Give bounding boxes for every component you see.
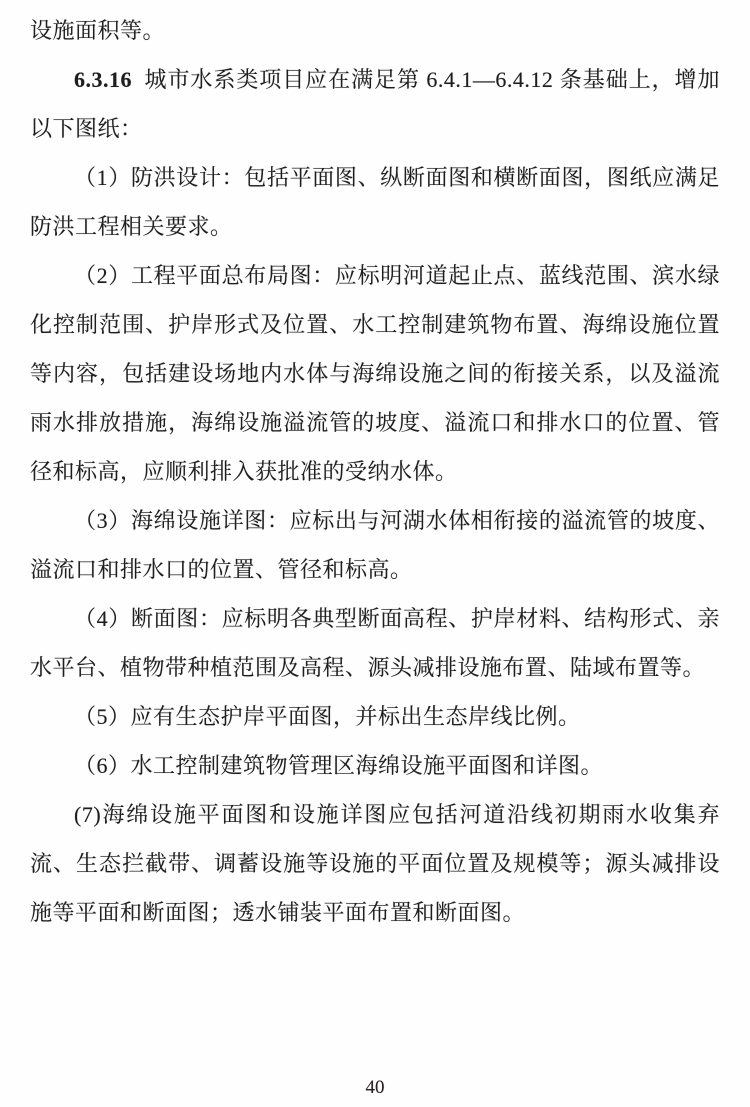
- paragraph-item-2: （2）工程平面总布局图：应标明河道起止点、蓝线范围、滨水绿化控制范围、护岸形式及位置、水工控制建筑物布置、海绵设施位置等内容，包括建设场地内水体与海绵设施之间的衔接关系，以及溢流雨水排放措施，海绵设施溢流管的坡度、溢流口和排水口的位置、管径和标高，应顺利排入获批准的受纳水体。: [30, 263, 720, 484]
- page-number: 40: [365, 1077, 385, 1098]
- paragraph-item-5: （5）应有生态护岸平面图，并标出生态岸线比例。: [74, 704, 581, 729]
- clause-body: 城市水系类项目应在满足第 6.4.1—6.4.12 条基础上，增加以下图纸：: [30, 67, 720, 141]
- clause-number: 6.3.16: [74, 67, 132, 92]
- paragraph-item-1: （1）防洪设计：包括平面图、纵断面图和横断面图，图纸应满足防洪工程相关要求。: [30, 165, 720, 239]
- paragraph-clause-6-3-16: [30, 55, 720, 153]
- paragraph-item-6: （6）水工控制建筑物管理区海绵设施平面图和详图。: [74, 753, 604, 778]
- paragraph-item-4: （4）断面图：应标明各典型断面高程、护岸材料、结构形式、亲水平台、植物带种植范围及高程、源头减排设施布置、陆域布置等。: [30, 606, 720, 680]
- paragraph-overflow: 设施面积等。: [30, 18, 166, 43]
- paragraph-item-3: （3）海绵设施详图：应标出与河湖水体相衔接的溢流管的坡度、溢流口和排水口的位置、管径和标高。: [30, 508, 720, 582]
- page-footer: [0, 1075, 750, 1101]
- paragraph-item-7: (7)海绵设施平面图和设施详图应包括河道沿线初期雨水收集弃流、生态拦截带、调蓄设施等设施的平面位置及规模等；源头减排设施等平面和断面图；透水铺装平面布置和断面图。: [30, 802, 720, 925]
